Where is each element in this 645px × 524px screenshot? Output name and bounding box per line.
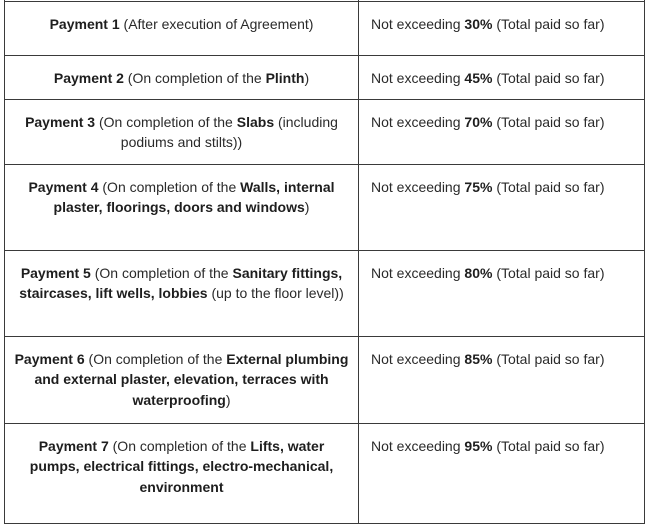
limit-cell <box>359 56 645 100</box>
stage-text: (After execution of Agreement) <box>119 16 314 32</box>
limit-cell <box>359 2 645 56</box>
stage-text-end: ) <box>225 391 231 408</box>
stage-text-end: ) <box>304 199 310 215</box>
table-row <box>5 336 645 423</box>
stage-text-end: ) <box>304 70 310 86</box>
limit-cell <box>359 336 645 423</box>
limit-cell <box>359 99 645 164</box>
table-row <box>5 164 645 250</box>
stage-text: (On completion of the <box>95 113 237 130</box>
limit-prefix: Not exceeding <box>371 264 465 281</box>
limit-percent: 75% <box>464 178 493 195</box>
stage-item: Sanitary fittings, staircases, lift wells, lobbies <box>19 264 343 301</box>
stage-text: (On completion of the <box>108 437 251 454</box>
payment-schedule-table <box>4 0 645 524</box>
stage-cell <box>5 99 359 164</box>
stage-text: (On completion of the <box>98 178 241 195</box>
limit-prefix: Not exceeding <box>371 350 465 367</box>
stage-text: (On completion of the <box>123 70 266 86</box>
limit-cell <box>359 423 645 523</box>
payment-label: Payment 2 <box>53 70 124 86</box>
limit-percent: 30% <box>464 16 493 32</box>
stage-cell <box>5 250 359 336</box>
stage-cell <box>5 56 359 100</box>
stage-cell <box>5 2 359 56</box>
limit-prefix: Not exceeding <box>371 437 465 454</box>
payment-label: Payment 6 <box>14 350 85 367</box>
limit-suffix: (Total paid so far) <box>492 16 605 32</box>
limit-prefix: Not exceeding <box>371 113 465 130</box>
limit-percent: 45% <box>464 70 493 86</box>
payment-label: Payment 4 <box>28 178 99 195</box>
limit-suffix: (Total paid so far) <box>492 178 605 195</box>
table-row <box>5 2 645 56</box>
table-row <box>5 56 645 100</box>
payment-label: Payment 1 <box>49 16 120 32</box>
limit-percent: 95% <box>464 437 493 454</box>
limit-suffix: (Total paid so far) <box>492 350 605 367</box>
stage-item: Slabs <box>236 113 275 130</box>
limit-cell <box>359 164 645 250</box>
limit-cell <box>359 250 645 336</box>
stage-cell <box>5 164 359 250</box>
stage-text-end: (up to the floor level)) <box>207 285 344 301</box>
stage-cell <box>5 336 359 423</box>
table-row <box>5 250 645 336</box>
limit-suffix: (Total paid so far) <box>492 437 605 454</box>
limit-percent: 85% <box>464 350 493 367</box>
stage-item: Plinth <box>265 70 305 86</box>
stage-item: Walls, internal plaster, floorings, doors and windows <box>53 178 335 215</box>
limit-suffix: (Total paid so far) <box>492 70 605 86</box>
limit-percent: 70% <box>464 113 493 130</box>
stage-cell <box>5 423 359 523</box>
limit-prefix: Not exceeding <box>371 70 465 86</box>
table-row <box>5 99 645 164</box>
limit-suffix: (Total paid so far) <box>492 264 605 281</box>
stage-item: External plumbing and external plaster, elevation, terraces with waterproofing <box>34 350 349 408</box>
limit-suffix: (Total paid so far) <box>492 113 605 130</box>
limit-percent: 80% <box>464 264 493 281</box>
stage-text-end: (including podiums and stilts)) <box>120 113 338 150</box>
limit-prefix: Not exceeding <box>371 16 465 32</box>
limit-prefix: Not exceeding <box>371 178 465 195</box>
stage-text: (On completion of the <box>90 264 233 281</box>
payment-label: Payment 7 <box>38 437 109 454</box>
payment-label: Payment 5 <box>20 264 91 281</box>
table-row <box>5 423 645 523</box>
stage-item: Lifts, water pumps, electrical fittings, electro-mechanical, environment <box>29 437 334 495</box>
stage-text: (On completion of the <box>84 350 227 367</box>
payment-label: Payment 3 <box>25 113 96 130</box>
